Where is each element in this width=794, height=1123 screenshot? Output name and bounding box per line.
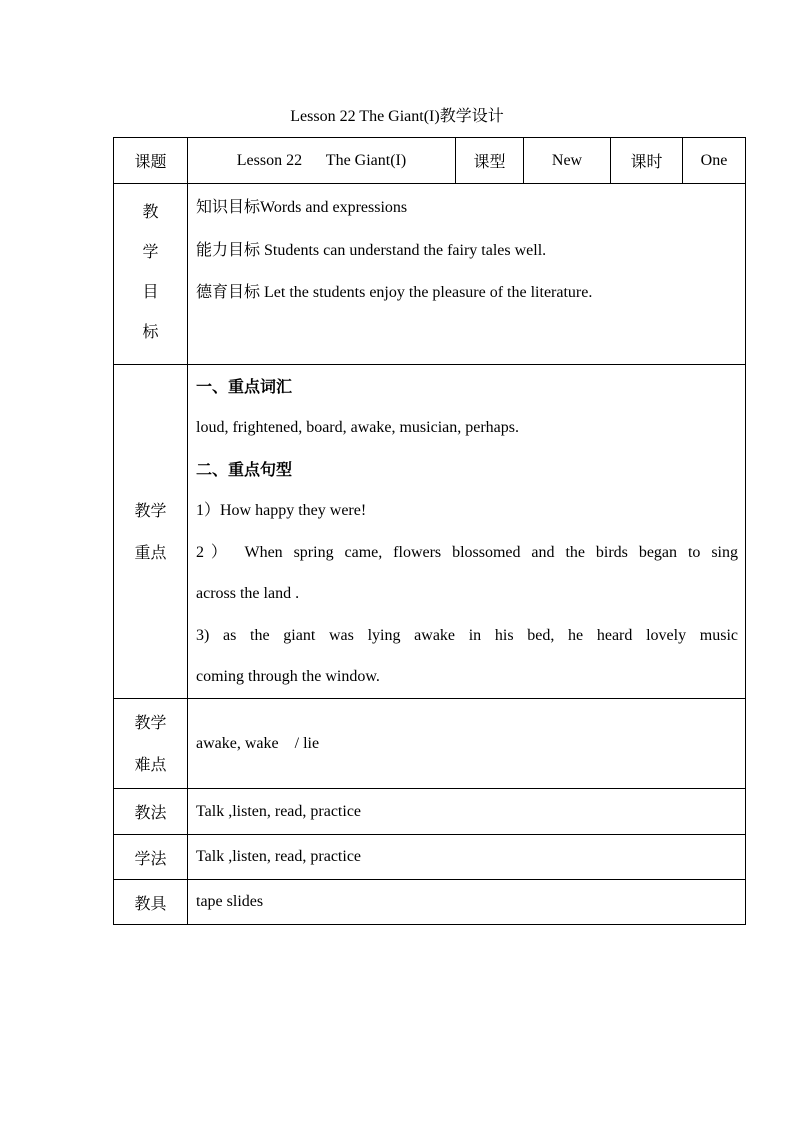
- objectives-label-char: 目: [142, 282, 159, 301]
- key-words-list: loud, frightened, board, awake, musician, perhaps.: [196, 419, 520, 436]
- aids-row: [114, 880, 746, 925]
- objective-knowledge: [196, 186, 738, 229]
- key-points-label: [114, 365, 188, 699]
- aids-label: 教具: [114, 880, 188, 925]
- difficulties-label: [114, 699, 188, 789]
- objective-ability-text: Students can understand the fairy tales well.: [260, 241, 547, 259]
- type-label: 课型: [456, 138, 524, 184]
- type-value: New: [524, 138, 611, 184]
- key-sentence-2-line1: 2） When spring came, flowers blossomed and the birds began to sing: [196, 543, 738, 561]
- learning-method-text: Talk ,listen, read, practice: [188, 835, 746, 880]
- objective-knowledge-text: Words and expressions: [260, 199, 408, 216]
- objectives-label: [114, 184, 188, 365]
- header-row: [114, 138, 746, 184]
- aids-text: tape slides: [188, 880, 746, 925]
- objectives-label-char: 标: [142, 322, 159, 341]
- period-value: One: [683, 138, 746, 184]
- objective-moral: [196, 271, 738, 314]
- key-points-label-line: 教学: [134, 501, 167, 520]
- objectives-label-char: 教: [142, 202, 159, 221]
- objective-knowledge-label: 知识目标: [196, 197, 261, 216]
- key-points-label-line: 重点: [134, 542, 167, 562]
- objectives-row: [114, 184, 746, 365]
- topic-value: Lesson 22 The Giant(I): [188, 138, 456, 184]
- difficulties-row: [114, 699, 746, 789]
- difficulties-label-line: 教学: [134, 713, 167, 732]
- difficulties-label-line: 难点: [134, 754, 167, 774]
- key-points-content: [188, 365, 746, 699]
- key-sentence-3-line1: 3) as the giant was lying awake in his bed, he heard lovely music: [196, 626, 738, 644]
- teaching-method-label: 教法: [114, 789, 188, 835]
- key-sentences-heading: 二、重点句型: [196, 459, 293, 479]
- learning-method-label: 学法: [114, 835, 188, 880]
- objectives-content: [188, 184, 746, 365]
- topic-label: 课题: [114, 138, 188, 184]
- difficulties-content: [188, 699, 746, 789]
- learning-method-row: [114, 835, 746, 880]
- difficulties-text: awake, wake / lie: [196, 734, 320, 752]
- teaching-method-row: [114, 789, 746, 835]
- document-title: Lesson 22 The Giant(I)教学设计: [290, 108, 504, 125]
- key-words-heading: 一、重点词汇: [196, 376, 293, 396]
- objective-ability: [196, 229, 738, 272]
- teaching-method-text: Talk ,listen, read, practice: [188, 789, 746, 835]
- objectives-label-char: 学: [142, 242, 159, 261]
- key-sentence-3-line2: coming through the window.: [196, 668, 380, 685]
- period-label: 课时: [611, 138, 683, 184]
- key-sentence-1: 1）How happy they were!: [196, 502, 367, 519]
- objective-moral-text: Let the students enjoy the pleasure of the literature.: [260, 284, 593, 301]
- key-points-row: [114, 365, 746, 699]
- objective-moral-label: 德育目标: [196, 282, 261, 301]
- key-sentence-2-line2: across the land .: [196, 585, 300, 602]
- lesson-plan-table: [113, 137, 746, 925]
- objective-ability-label: 能力目标: [196, 239, 261, 259]
